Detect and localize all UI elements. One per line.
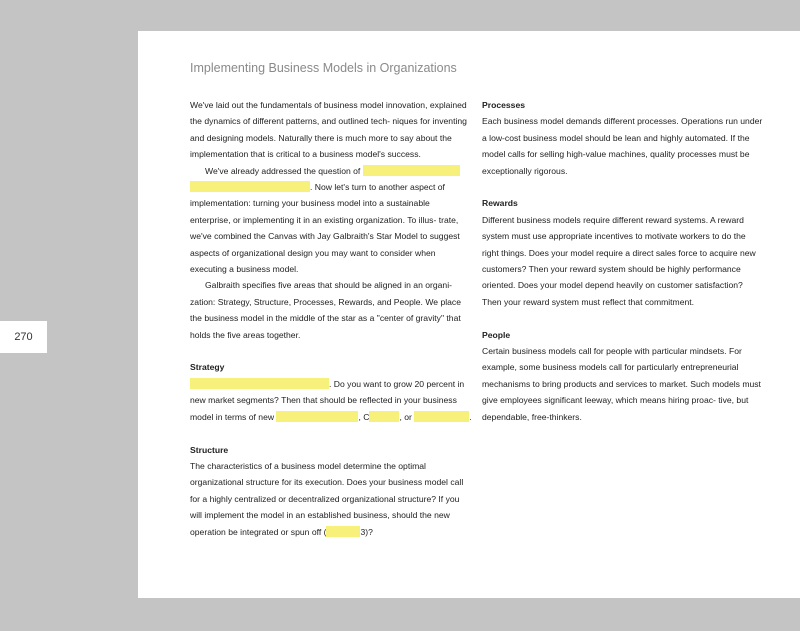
highlight-mark (190, 378, 329, 389)
processes-heading: Processes (482, 100, 526, 110)
people-paragraph: Certain business models call for people with particular mindsets. For example, some business models call for particularly entrepreneurial mechanisms to bring products and services to market. Such models must give employees significant leeway, which means hiring proac- tive, but dependable, free-thinkers. (482, 346, 761, 422)
left-column (190, 97, 472, 540)
rewards-heading: Rewards (482, 198, 518, 209)
structure-heading: Structure (190, 444, 229, 455)
right-column (482, 97, 764, 425)
page-title: Implementing Business Models in Organizations (190, 61, 457, 75)
paragraph-2: We've already addressed the question of . Now let's turn to another aspect of implementation: turning your business model into a sustainable enterprise, or implementing it in an existing organization. To illus- trate, we've combined the Canvas with Jay Galbraith's Star Model to suggest aspects of organizational design you may want to consider when executing a business model. (190, 165, 460, 275)
rewards-paragraph: Different business models require different reward systems. A reward system must use appropriate incentives to motivate workers to do the right things. Does your model require a direct sales force to acquire new customers? Then your reward system should be highly performance oriented. Does your model depend heavily on customer satisfaction? Then your reward system must reflect that commitment. (482, 214, 756, 307)
highlight-mark (414, 411, 469, 422)
structure-paragraph: The characteristics of a business model determine the optimal organizational structure for its execution. Does your business model call for a highly centralized or decentralized organizational structure? If you will implement the model in an established business, should the new operation be integrated or spun off ( 3)? (190, 460, 464, 537)
page-number: 270 (0, 321, 47, 353)
intro-paragraph: We've laid out the fundamentals of business model innovation, explained the dynamics of different patterns, and outlined tech- niques for inventing and designing models. Naturally there is much more to say about the implementation that is critical to a business model's success. (190, 100, 467, 160)
highlight-mark (326, 526, 360, 537)
highlight-mark (363, 165, 460, 176)
paragraph-3: Galbraith specifies five areas that should be aligned in an organi- zation: Strategy, Structure, Processes, Rewards, and People. We place the business model in the middle of the star as a "center of gravity" that holds the five areas together. (190, 280, 461, 340)
people-heading: People (482, 329, 511, 340)
processes-paragraph: Each business model demands different processes. Operations run under a low-cost business model should be lean and highly automated. If the model calls for selling high-value machines, quality processes must be exceptionally rigorous. (482, 116, 763, 176)
book-page (138, 31, 800, 598)
strategy-paragraph: . Do you want to grow 20 percent in new market segments? Then that should be reflected in your business model in terms of new , C , or . (190, 378, 472, 422)
highlight-mark (369, 411, 399, 422)
strategy-heading: Strategy (190, 362, 225, 373)
highlight-mark (190, 181, 310, 192)
highlight-mark (276, 411, 358, 422)
